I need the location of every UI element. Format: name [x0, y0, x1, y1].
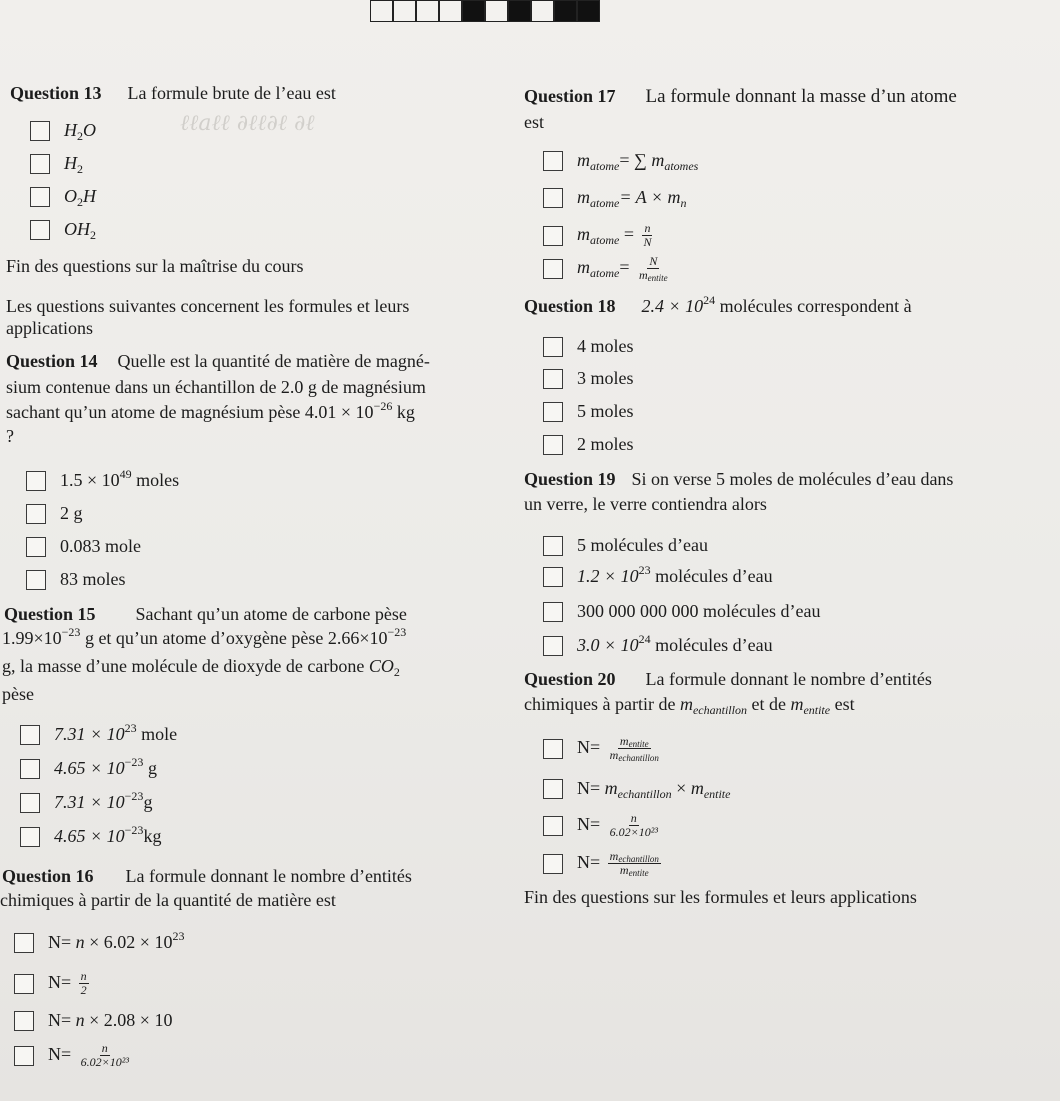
q20-text-line-2: chimiques à partir de $m_{echantillon}$ et de $m_{entite}$ est [524, 694, 855, 717]
checkbox[interactable] [26, 537, 46, 557]
q18-label: Question 18 [524, 296, 616, 316]
mastery-end-note: Fin des questions sur la maîtrise du cours [6, 256, 304, 276]
q17-option-2[interactable] [543, 187, 686, 208]
q20-option-2-label: $N= m_{echantillon} \times m_{entite}$ [577, 778, 731, 801]
q15-option-2-label: $4.65 \times 10^{-23}$ g [54, 755, 157, 778]
checkbox[interactable] [543, 816, 563, 836]
checkbox[interactable] [543, 151, 563, 171]
intro-line-1: Les questions suivantes concernent les formules et leurs [6, 296, 410, 316]
q20-option-4-label: N= $\frac{m_{echantillon}}{m_{entite}}$ [577, 849, 659, 879]
q16-option-4[interactable] [14, 1042, 134, 1069]
q15-label: Question 15 [4, 604, 96, 624]
q16-option-4-label: N= $\frac{n}{\text{6.02×10²³}}$ [48, 1041, 129, 1070]
marker-cell [439, 0, 462, 22]
checkbox[interactable] [543, 259, 563, 279]
q14-text-line-3: sachant qu’un atome de magnésium pèse $4.01 \times 10^{-26}$ kg [6, 399, 415, 422]
q18-option-3-label: 5 moles [577, 401, 634, 421]
q14-option-2[interactable] [26, 503, 83, 524]
q18-option-1-label: 4 moles [577, 336, 634, 356]
q19-option-3[interactable] [543, 601, 820, 622]
q13-option-1[interactable] [30, 120, 96, 141]
q15-option-4-label: $4.65 \times 10^{-23}kg$ [54, 823, 162, 846]
marker-cell [462, 0, 485, 22]
checkbox[interactable] [543, 854, 563, 874]
checkbox[interactable] [20, 793, 40, 813]
q15-option-4[interactable] [20, 823, 162, 847]
q14-text-line-2: sium contenue dans un échantillon de 2.0 g de magnésium [6, 377, 426, 397]
q15-header [4, 604, 407, 626]
q14-option-4[interactable] [26, 569, 126, 590]
q13-option-4[interactable] [30, 219, 96, 240]
q16-header [2, 866, 412, 888]
q20-option-1-label: N= $\frac{m_{entite}}{m_{echantillon}}$ [577, 734, 659, 764]
q18-option-3[interactable] [543, 401, 634, 422]
q13-option-4-label: $OH_2$ [64, 219, 96, 242]
checkbox[interactable] [543, 636, 563, 656]
q19-text-line-1: Si on verse 5 moles de molécules d’eau dans [631, 469, 954, 489]
checkbox[interactable] [543, 739, 563, 759]
q13-option-2-label: $H_2$ [64, 153, 83, 176]
q14-option-4-label: 83 moles [60, 569, 126, 589]
q13-header [10, 83, 336, 105]
q19-option-4-label: $3.0 \times 10^{24}$ molécules d’eau [577, 632, 773, 655]
q19-option-2[interactable] [543, 563, 773, 587]
fraction: $\frac{n}{\text{6.02×10²³}}$ [609, 811, 658, 840]
checkbox[interactable] [20, 759, 40, 779]
q15-option-3[interactable] [20, 789, 153, 813]
checkbox[interactable] [26, 471, 46, 491]
q18-option-4-label: 2 moles [577, 434, 634, 454]
q16-text-line-1: La formule donnant le nombre d’entités [125, 866, 412, 886]
q19-header [524, 469, 953, 491]
q14-option-1[interactable] [26, 467, 180, 491]
marker-cell [531, 0, 554, 22]
q19-option-1-label: 5 molécules d’eau [577, 535, 708, 555]
checkbox[interactable] [543, 567, 563, 587]
q13-option-3-label: $O_2H$ [64, 186, 96, 209]
checkbox[interactable] [543, 602, 563, 622]
q19-option-2-label: $1.2 \times 10^{23}$ molécules d’eau [577, 563, 773, 586]
q17-option-3-label: $m_{atome}$ = $\frac{n}{N}$ [577, 221, 652, 250]
checkbox[interactable] [14, 933, 34, 953]
q19-option-1[interactable] [543, 535, 708, 556]
q17-text-line-1: La formule donnant la masse d’un atome [645, 86, 957, 107]
marker-cell [485, 0, 508, 22]
q19-label: Question 19 [524, 469, 616, 489]
q15-text-line-2: $1.99\times 10^{-23}$ g et qu’un atome d’oxygène pèse $2.66\times 10^{-23}$ [2, 625, 407, 648]
q16-option-2-label: N= $\frac{n}{2}$ [48, 969, 87, 998]
q14-option-3[interactable] [26, 536, 141, 557]
checkbox[interactable] [543, 369, 563, 389]
q15-text-line-3: g, la masse d’une molécule de dioxyde de carbone $CO_2$ [2, 656, 400, 679]
q17-option-4[interactable] [543, 255, 673, 282]
q14-option-2-label: 2 g [60, 503, 83, 523]
checkbox[interactable] [30, 154, 50, 174]
q13-text: La formule brute de l’eau est [127, 83, 336, 103]
q17-label: Question 17 [524, 86, 616, 106]
q14-option-3-label: 0.083 mole [60, 536, 141, 556]
checkbox[interactable] [20, 725, 40, 745]
q16-text-line-2: chimiques à partir de la quantité de matière est [0, 890, 336, 910]
q20-option-1[interactable] [543, 735, 664, 762]
q16-label: Question 16 [2, 866, 94, 886]
q15-text-line-4: pèse [2, 684, 34, 704]
show-through-mark: ℓℓaℓℓ ∂ℓℓ∂ℓ ∂ℓ [180, 111, 315, 136]
q20-option-3[interactable] [543, 812, 663, 839]
q17-option-3[interactable] [543, 222, 657, 249]
checkbox[interactable] [30, 187, 50, 207]
q14-label: Question 14 [6, 351, 98, 371]
q19-text-line-2: un verre, le verre contiendra alors [524, 494, 767, 514]
q17-text-line-2: est [524, 112, 544, 132]
q14-text-line-4: ? [6, 426, 14, 446]
q13-option-1-label: $H_2O$ [64, 120, 96, 143]
fraction: $\frac{n}{N}$ [643, 221, 652, 250]
checkbox[interactable] [543, 226, 563, 246]
q17-option-2-label: $m_{atome}= A \times m_n$ [577, 187, 687, 210]
marker-cell [370, 0, 393, 22]
q17-option-4-label: $m_{atome}=$ $\frac{N}{m_{entite}}$ [577, 254, 668, 284]
checkbox[interactable] [30, 220, 50, 240]
q16-option-1[interactable] [14, 929, 185, 953]
q20-option-3-label: N= $\frac{n}{\text{6.02×10²³}}$ [577, 811, 658, 840]
q17-header [524, 86, 957, 109]
q20-label: Question 20 [524, 669, 616, 689]
marker-cell [577, 0, 600, 22]
q18-option-2-label: 3 moles [577, 368, 634, 388]
checkbox[interactable] [14, 974, 34, 994]
q14-text-line-1: Quelle est la quantité de matière de magné- [117, 351, 430, 371]
q13-option-3[interactable] [30, 186, 96, 207]
fraction: $\frac{N}{m_{entite}}$ [638, 254, 668, 284]
marker-cell [508, 0, 531, 22]
checkbox[interactable] [14, 1011, 34, 1031]
q17-option-1[interactable] [543, 150, 698, 171]
q19-option-4[interactable] [543, 632, 773, 656]
q16-option-2[interactable] [14, 970, 92, 997]
scan-marker-strip [370, 0, 600, 22]
q15-option-1[interactable] [20, 721, 178, 745]
checkbox[interactable] [543, 337, 563, 357]
marker-cell [554, 0, 577, 22]
checkbox[interactable] [543, 779, 563, 799]
q20-option-2[interactable] [543, 778, 730, 799]
q14-option-1-label: $1.5 \times 10^{49}$ moles [60, 467, 180, 490]
checkbox[interactable] [20, 827, 40, 847]
q20-header [524, 669, 932, 691]
checkbox[interactable] [543, 188, 563, 208]
q16-option-3[interactable] [14, 1010, 172, 1031]
q15-option-3-label: $7.31 \times 10^{-23}g$ [54, 789, 153, 812]
q18-option-2[interactable] [543, 368, 634, 389]
q18-option-1[interactable] [543, 336, 634, 357]
checkbox[interactable] [543, 536, 563, 556]
q18-text: $2.4 \times 10^{24}$ molécules correspondent à [641, 293, 912, 316]
q17-option-1-label: $m_{atome}=$ ∑ $m_{atomes}$ [577, 150, 699, 173]
checkbox[interactable] [26, 570, 46, 590]
q15-option-2[interactable] [20, 755, 157, 779]
checkbox[interactable] [26, 504, 46, 524]
q20-option-4[interactable] [543, 850, 664, 877]
q13-label: Question 13 [10, 83, 102, 103]
fraction: $\frac{n}{2}$ [80, 969, 87, 998]
q18-header [524, 293, 912, 318]
q15-option-1-label: $7.31 \times 10^{23}$ mole [54, 721, 178, 744]
q19-option-3-label: 300 000 000 000 molécules d’eau [577, 601, 821, 621]
checkbox[interactable] [543, 435, 563, 455]
q16-option-3-label: N= n × 2.08 × 10 [48, 1010, 173, 1030]
marker-cell [416, 0, 439, 22]
q20-text-line-1: La formule donnant le nombre d’entités [645, 669, 932, 689]
applications-end-note: Fin des questions sur les formules et leurs applications [524, 887, 917, 907]
intro-line-2: applications [6, 318, 93, 338]
q18-option-4[interactable] [543, 434, 634, 455]
checkbox[interactable] [543, 402, 563, 422]
fraction: $\frac{m_{entite}}{m_{echantillon}}$ [609, 734, 659, 764]
q16-option-1-label: $N= n \times 6.02 \times 10^{23}$ [48, 929, 185, 952]
checkbox[interactable] [14, 1046, 34, 1066]
fraction: $\frac{m_{echantillon}}{m_{entite}}$ [609, 849, 659, 879]
checkbox[interactable] [30, 121, 50, 141]
q14-header [6, 351, 430, 373]
marker-cell [393, 0, 416, 22]
q15-text-line-1: Sachant qu’un atome de carbone pèse [135, 604, 407, 624]
fraction: $\frac{n}{\text{6.02×10²³}}$ [80, 1041, 129, 1070]
q13-option-2[interactable] [30, 153, 83, 174]
